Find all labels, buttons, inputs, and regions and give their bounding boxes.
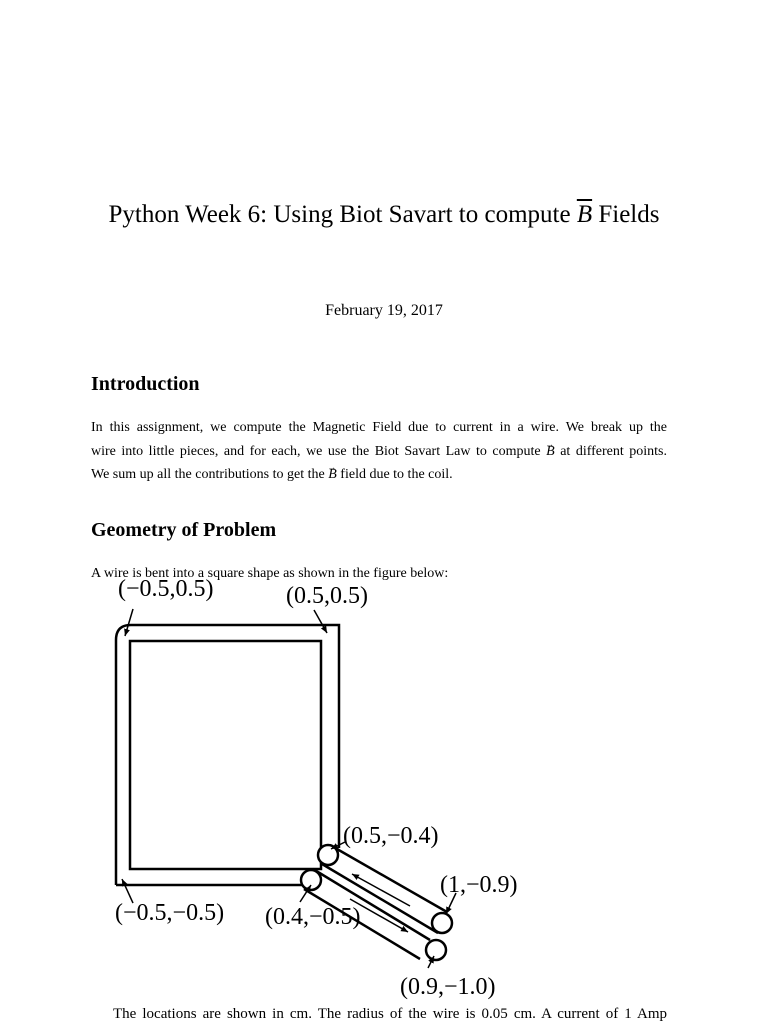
- page-title: Python Week 6: Using Biot Savart to compute $\overline{B}$ Fields: [108, 201, 660, 228]
- document-date: February 19, 2017: [325, 302, 443, 319]
- current-direction-arrow-upper: [352, 874, 410, 906]
- label-bottom-left: (−0.5,−0.5): [115, 900, 225, 926]
- diagonal-wire-pair: [301, 845, 452, 960]
- label-far-lower: (0.9,−1.0): [400, 974, 496, 1000]
- bottom-paragraph-line: The locations are shown in cm. The radius of the wire is 0.05 cm. A current of 1 Amp: [113, 1006, 667, 1022]
- square-loop: [116, 625, 339, 885]
- introduction-paragraph: [91, 416, 667, 487]
- label-far-upper: (1,−0.9): [440, 872, 518, 898]
- geometry-heading: Geometry of Problem: [91, 519, 277, 541]
- wire-geometry-figure: [0, 560, 768, 1005]
- intro-line-3: We sum up all the contributions to get the → B field due to the coil.: [91, 463, 667, 487]
- label-right-mid: (0.5,−0.4): [343, 823, 439, 849]
- geometry-paragraph: A wire is bent into a square shape as shown in the figure below:: [91, 566, 449, 581]
- introduction-heading: Introduction: [91, 373, 200, 395]
- wire-end-cap: [318, 845, 338, 865]
- wire-end-cap: [432, 913, 452, 933]
- wire-end-cap: [426, 940, 446, 960]
- label-top-left: (−0.5,0.5): [118, 576, 214, 602]
- intro-line-2: wire into little pieces, and for each, we use the Biot Savart Law to compute → B at different points.: [91, 440, 667, 464]
- label-top-right: (0.5,0.5): [286, 583, 368, 609]
- b-field-symbol: $\overline{B}$: [576, 201, 593, 228]
- b-vector-symbol: → B: [328, 467, 337, 482]
- intro-line-1: In this assignment, we compute the Magnetic Field due to current in a wire. We break up the: [91, 420, 667, 435]
- outer-wire-edge: [116, 625, 339, 885]
- label-bottom-mid: (0.4,−0.5): [265, 904, 361, 930]
- b-vector-symbol: → B: [546, 444, 555, 459]
- wire-end-cap: [301, 870, 321, 890]
- inner-wire-edge: [130, 641, 321, 869]
